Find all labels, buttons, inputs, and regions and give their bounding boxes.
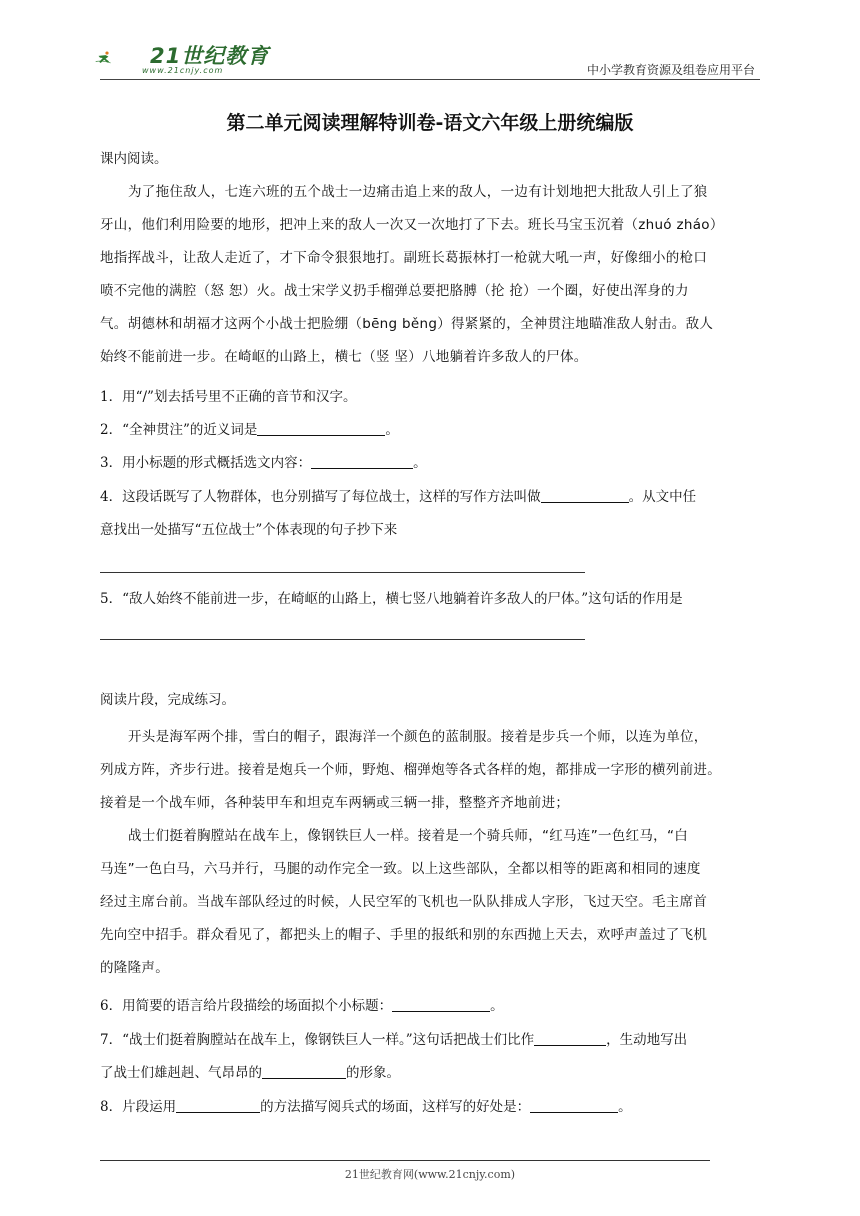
question-8: [100, 1098, 632, 1116]
answer-blank[interactable]: [541, 488, 629, 503]
question-6-end: 。: [490, 998, 504, 1014]
question-2-text: 2．“全神贯注”的近义词是: [100, 422, 258, 438]
question-4-text: 4．这段话既写了人物群体，也分别描写了每位战士，这样的写作方法叫做: [100, 489, 541, 505]
question-7-line2-text: 了战士们雄赳赳、气昂昂的: [100, 1065, 262, 1081]
answer-line[interactable]: [100, 572, 585, 573]
passage1-line: 喷不完他的满腔（怒 恕）火。战士宋学义扔手榴弹总要把胳膊（抡 抢）一个圈，好使出浑身的力: [100, 283, 689, 299]
header-platform-text: 中小学教育资源及组卷应用平台: [586, 63, 755, 77]
passage2-line: 开头是海军两个排，雪白的帽子，跟海洋一个颜色的蓝制服。接着是步兵一个师，以连为单位，: [128, 729, 708, 745]
footer-divider: [100, 1160, 710, 1161]
passage1-line: 为了拖住敌人，七连六班的五个战士一边痛击追上来的敌人，一边有计划地把大批敌人引上了狼: [128, 184, 708, 200]
question-3-text: 3．用小标题的形式概括选文内容：: [100, 455, 312, 471]
question-3-end: 。: [413, 455, 427, 471]
passage2-line: 先向空中招手。群众看见了，都把头上的帽子、手里的报纸和别的东西抛上天去，欢呼声盖过了飞机: [100, 927, 708, 943]
answer-blank[interactable]: [262, 1064, 346, 1079]
question-7-line2: [100, 1064, 400, 1082]
footer-text: 21世纪教育网(www.21cnjy.com): [344, 1168, 516, 1181]
section1-heading: 课内阅读。: [100, 151, 168, 167]
question-8-end: 。: [618, 1099, 632, 1115]
passage1-line: 始终不能前进一步。在崎岖的山路上，横七（竖 坚）八地躺着许多敌人的尸体。: [100, 349, 588, 365]
answer-blank[interactable]: [392, 997, 490, 1012]
question-3: [100, 454, 427, 472]
question-8-text: 8．片段运用: [100, 1099, 177, 1115]
passage2-line: 马连”一色白马，六马并行，马腿的动作完全一致。以上这些部队，全都以相等的距离和相同的速度: [100, 861, 701, 877]
header-divider: [100, 79, 760, 80]
question-4-continue: 。从文中任: [628, 489, 697, 505]
question-7: [100, 1031, 687, 1049]
answer-blank[interactable]: [176, 1098, 260, 1113]
question-2-end: 。: [385, 422, 399, 438]
passage2-line: 列成方阵，齐步行进。接着是炮兵一个师，野炮、榴弹炮等各式各样的炮，都排成一字形的横列前进。: [100, 762, 721, 778]
question-7-text: 7．“战士们挺着胸膛站在战车上，像钢铁巨人一样。”这句话把战士们比作: [100, 1032, 535, 1048]
section2-heading: 阅读片段，完成练习。: [100, 692, 235, 708]
passage2-line: 接着是一个战车师，各种装甲车和坦克车两辆或三辆一排，整整齐齐地前进；: [100, 795, 570, 811]
passage2-line: 的隆隆声。: [100, 960, 169, 976]
question-8-middle: 的方法描写阅兵式的场面，这样写的好处是：: [260, 1099, 531, 1115]
logo-text: 21世纪教育: [150, 44, 270, 68]
answer-blank[interactable]: [257, 421, 385, 436]
passage2-line: 经过主席台前。当战车部队经过的时候，人民空军的飞机也一队队排成人字形，飞过天空。毛主席首: [100, 894, 708, 910]
passage2-line: 战士们挺着胸膛站在战车上，像钢铁巨人一样。接着是一个骑兵师，“红马连”一色红马，“白: [128, 828, 689, 844]
passage1-line: 牙山，他们利用险要的地形，把冲上来的敌人一次又一次地打了下去。班长马宝玉沉着（zhuó zháo）: [100, 217, 724, 233]
answer-blank[interactable]: [534, 1031, 606, 1046]
answer-line[interactable]: [100, 639, 585, 640]
question-6-text: 6．用简要的语言给片段描绘的场面拟个小标题：: [100, 998, 393, 1014]
question-7-end: 的形象。: [346, 1065, 400, 1081]
logo-url: www.21cnjy.com: [142, 66, 224, 75]
passage1-line: 气。胡德林和胡福才这两个小战士把脸绷（bēng běng）得紧紧的，全神贯注地瞄准敌人射击。敌人: [100, 316, 714, 332]
question-2: [100, 421, 399, 439]
passage1-line: 地指挥战斗，让敌人走近了，才下命令狠狠地打。副班长葛振林打一枪就大吼一声，好像细小的枪口: [100, 250, 708, 266]
question-6: [100, 997, 504, 1015]
answer-blank[interactable]: [311, 454, 413, 469]
question-4: [100, 488, 696, 506]
question-4-line2: 意找出一处描写“五位战士”个体表现的句子抄下来: [100, 522, 398, 538]
question-5: 5．“敌人始终不能前进一步，在崎岖的山路上，横七竖八地躺着许多敌人的尸体。”这句话的作用是: [100, 591, 683, 607]
answer-blank[interactable]: [530, 1098, 618, 1113]
question-7-continue: ，生动地写出: [606, 1032, 688, 1048]
question-1: 1．用“/”划去括号里不正确的音节和汉字。: [100, 389, 357, 405]
page-title: 第二单元阅读理解特训卷-语文六年级上册统编版: [226, 112, 634, 134]
